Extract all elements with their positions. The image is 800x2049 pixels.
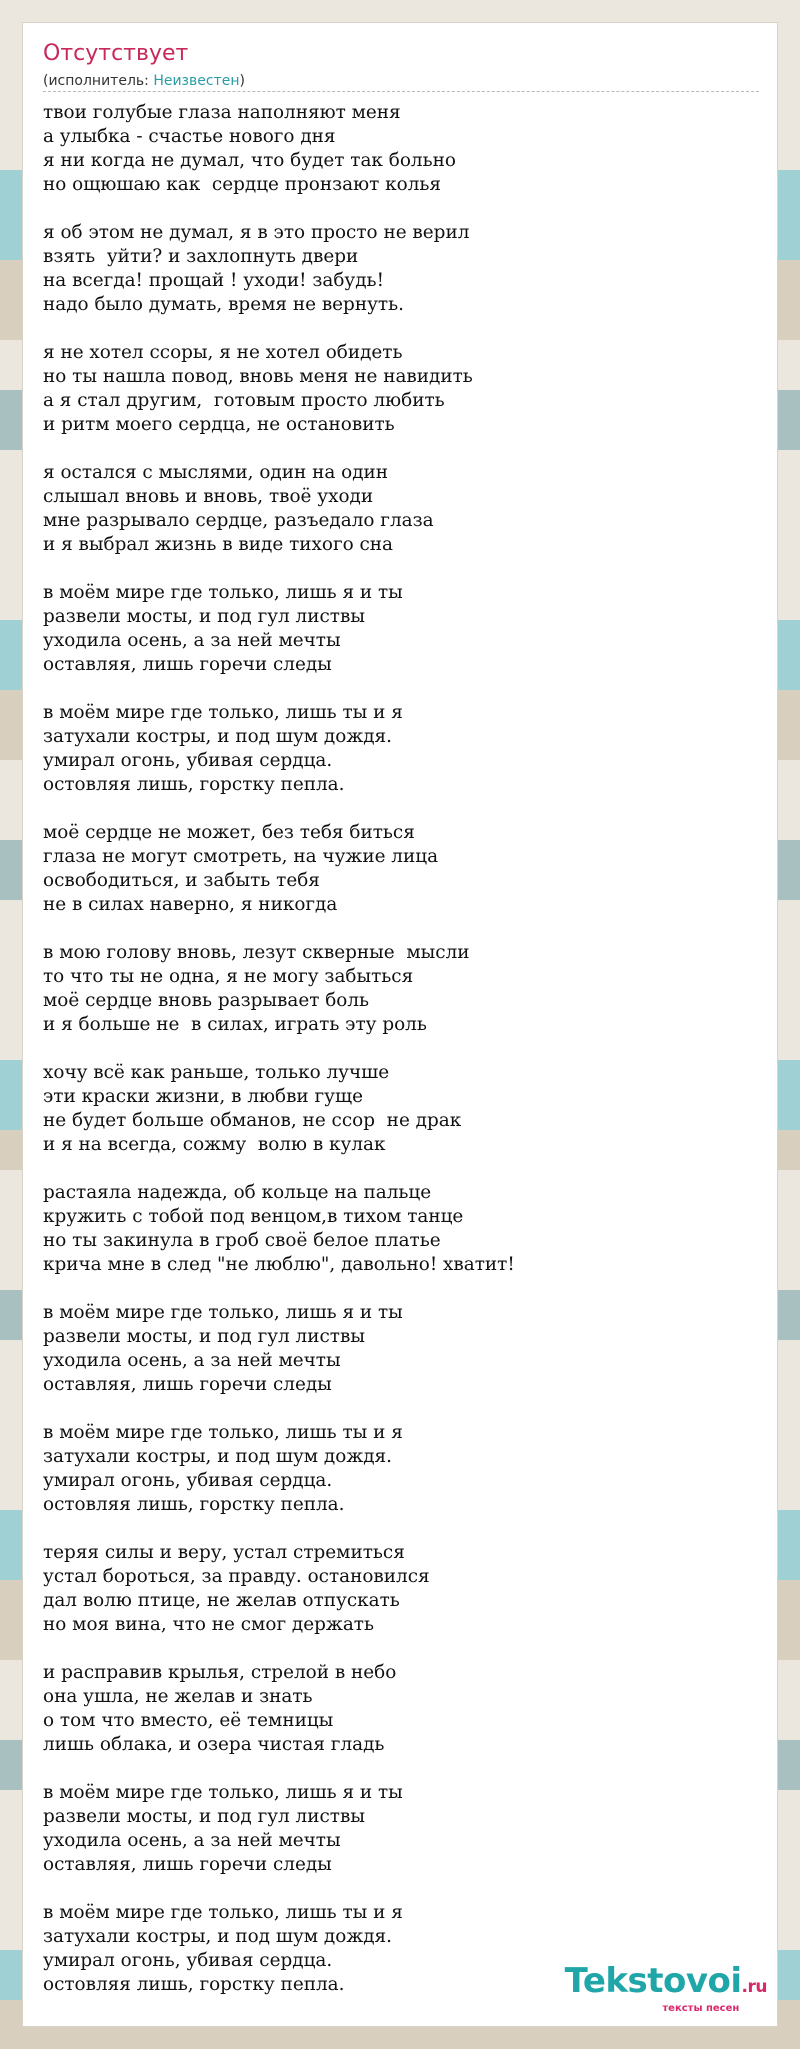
stanza: [43, 1901, 515, 1997]
lyric-line: оставляя, лишь горечи следы: [43, 1854, 332, 1875]
lyric-line: и ритм моего сердца, не остановить: [43, 414, 395, 435]
lyric-line: но моя вина, что не смог держать: [43, 1614, 374, 1635]
logo-tld: .ru: [741, 1977, 767, 1997]
lyric-line: умирал огонь, убивая сердца.: [43, 1470, 333, 1491]
lyric-line: умирал огонь, убивая сердца.: [43, 1950, 333, 1971]
lyric-line: но ты закинула в гроб своё белое платье: [43, 1230, 441, 1251]
lyric-line: в моём мире где только, лишь ты и я: [43, 1902, 403, 1923]
lyric-line: развели мосты, и под гул листвы: [43, 606, 365, 627]
lyric-line: эти краски жизни, в любви гуще: [43, 1086, 363, 1107]
stanza: [43, 461, 515, 557]
stanza: [43, 821, 515, 917]
lyric-line: освободиться, и забыть тебя: [43, 870, 320, 891]
logo-name: Tekstovoi: [564, 1961, 742, 2001]
stanza: [43, 941, 515, 1037]
stanza: [43, 1661, 515, 1757]
lyric-line: не будет больше обманов, не ссор не драк: [43, 1110, 462, 1131]
lyric-line: в моём мире где только, лишь я и ты: [43, 1782, 403, 1803]
lyric-line: устал бороться, за правду. остановился: [43, 1566, 430, 1587]
lyric-line: не в силах наверно, я никогда: [43, 894, 338, 915]
lyric-line: в моём мире где только, лишь я и ты: [43, 1302, 403, 1323]
lyric-line: слышал вновь и вновь, твоё уходи: [43, 486, 374, 507]
lyric-line: растаяла надежда, об кольце на пальце: [43, 1182, 432, 1203]
lyric-line: дал волю птице, не желав отпускать: [43, 1590, 400, 1611]
lyric-line: в моём мире где только, лишь ты и я: [43, 702, 403, 723]
lyric-line: затухали костры, и под шум дождя.: [43, 1926, 393, 1947]
lyric-line: глаза не могут смотреть, на чужие лица: [43, 846, 439, 867]
lyric-line: теряя силы и веру, устал стремиться: [43, 1542, 405, 1563]
lyric-line: я не хотел ссоры, я не хотел обидеть: [43, 342, 403, 363]
lyric-line: и я на всегда, сожму волю в кулак: [43, 1134, 386, 1155]
lyric-line: моё сердце не может, без тебя биться: [43, 822, 415, 843]
lyric-line: умирал огонь, убивая сердца.: [43, 750, 333, 771]
lyric-line: твои голубые глаза наполняют меня: [43, 102, 401, 123]
lyric-line: но ощюшаю как сердце пронзают колья: [43, 174, 442, 195]
lyric-line: в моём мире где только, лишь я и ты: [43, 582, 403, 603]
stanza: [43, 1181, 515, 1277]
stanza: [43, 581, 515, 677]
stanza: [43, 341, 515, 437]
artist-link[interactable]: Неизвестен: [153, 73, 240, 89]
logo-tagline: тексты песен: [662, 2003, 740, 2014]
stanza: [43, 701, 515, 797]
site-logo[interactable]: [565, 1963, 767, 2014]
stanza: [43, 101, 515, 197]
lyric-line: хочу всё как раньше, только лучше: [43, 1062, 390, 1083]
lyric-line: оставляя, лишь горечи следы: [43, 654, 332, 675]
lyric-line: развели мосты, и под гул листвы: [43, 1326, 365, 1347]
lyric-line: а я стал другим, готовым просто любить: [43, 390, 445, 411]
lyric-line: остовляя лишь, горстку пепла.: [43, 1494, 345, 1515]
lyric-line: лишь облака, и озера чистая гладь: [43, 1734, 385, 1755]
lyric-line: мне разрывало сердце, разъедало глаза: [43, 510, 434, 531]
lyric-line: она ушла, не желав и знать: [43, 1686, 313, 1707]
stanza: [43, 1781, 515, 1877]
lyric-line: на всегда! прощай ! уходи! забудь!: [43, 270, 384, 291]
lyric-line: остовляя лишь, горстку пепла.: [43, 774, 345, 795]
lyric-line: и я выбрал жизнь в виде тихого сна: [43, 534, 394, 555]
lyric-line: крича мне в след "не люблю", давольно! хватит!: [43, 1254, 515, 1275]
lyric-line: уходила осень, а за ней мечты: [43, 1350, 341, 1371]
stanza: [43, 1301, 515, 1397]
lyric-line: я об этом не думал, я в это просто не верил: [43, 222, 470, 243]
performer-line: [43, 73, 245, 89]
lyric-line: уходила осень, а за ней мечты: [43, 630, 341, 651]
lyric-line: затухали костры, и под шум дождя.: [43, 1446, 393, 1467]
lyric-line: уходила осень, а за ней мечты: [43, 1830, 341, 1851]
lyric-line: кружить с тобой под венцом,в тихом танце: [43, 1206, 464, 1227]
lyric-line: но ты нашла повод, вновь меня не навидить: [43, 366, 473, 387]
stanza: [43, 1421, 515, 1517]
lyric-line: я остался с мыслями, один на один: [43, 462, 389, 483]
lyric-line: взять уйти? и захлопнуть двери: [43, 246, 359, 267]
lyric-line: и я больше не в силах, играть эту роль: [43, 1014, 427, 1035]
lyric-line: и расправив крылья, стрелой в небо: [43, 1662, 397, 1683]
lyric-line: а улыбка - счастье нового дня: [43, 126, 336, 147]
lyrics-card: [22, 22, 778, 2027]
lyric-line: затухали костры, и под шум дождя.: [43, 726, 393, 747]
lyric-line: то что ты не одна, я не могу забыться: [43, 966, 414, 987]
lyric-line: в мою голову вновь, лезут скверные мысли: [43, 942, 470, 963]
song-title: Отсутствует: [43, 41, 189, 66]
lyric-line: о том что вместо, её темницы: [43, 1710, 334, 1731]
lyrics-text: [43, 101, 515, 2021]
stanza: [43, 221, 515, 317]
lyric-line: моё сердце вновь разрывает боль: [43, 990, 370, 1011]
lyric-line: развели мосты, и под гул листвы: [43, 1806, 365, 1827]
lyric-line: остовляя лишь, горстку пепла.: [43, 1974, 345, 1995]
stanza: [43, 1061, 515, 1157]
lyric-line: оставляя, лишь горечи следы: [43, 1374, 332, 1395]
lyric-line: я ни когда не думал, что будет так больно: [43, 150, 456, 171]
performer-suffix: ): [239, 73, 245, 89]
performer-prefix: (исполнитель:: [43, 73, 154, 89]
stanza: [43, 1541, 515, 1637]
header-divider: [43, 91, 759, 92]
lyric-line: надо было думать, время не вернуть.: [43, 294, 404, 315]
lyric-line: в моём мире где только, лишь ты и я: [43, 1422, 403, 1443]
